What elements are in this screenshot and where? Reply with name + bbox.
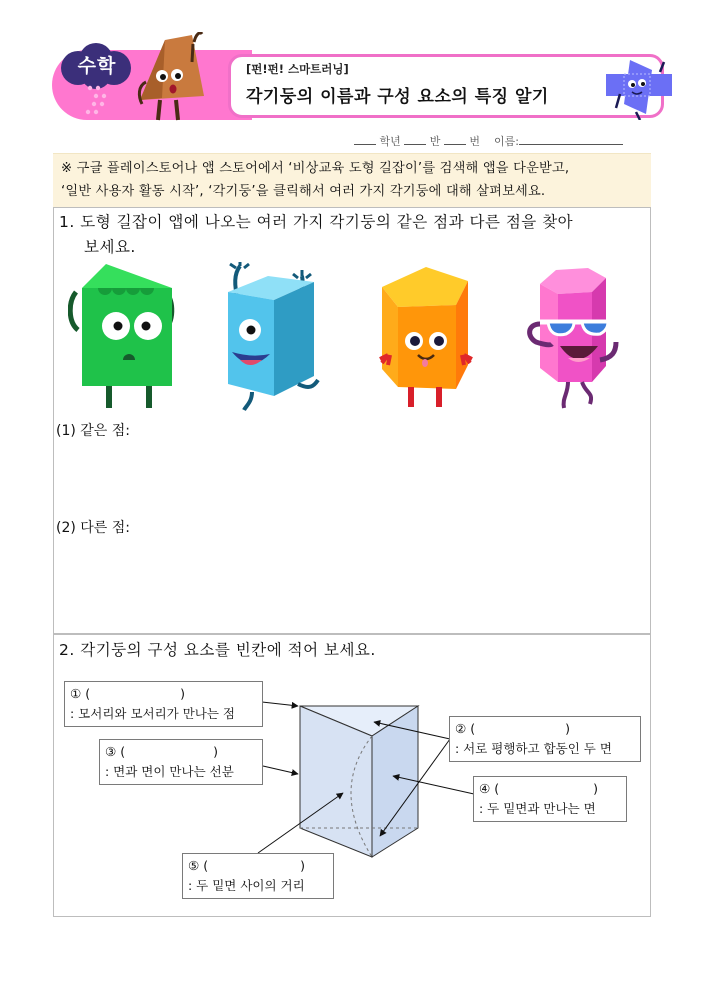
question-1-line-1: 1. 도형 길잡이 앱에 나오는 여러 가지 각기둥의 같은 점과 다른 점을 찾아 [59, 213, 574, 231]
class-blank[interactable] [404, 136, 426, 145]
question-1-frame [53, 207, 651, 634]
open-paren: ( [470, 721, 476, 736]
label-number: ④ [479, 781, 491, 796]
pentagonal-prism-character-icon [376, 265, 476, 409]
pyramid-mascot-icon [132, 32, 212, 124]
label-box-side-face [473, 776, 627, 822]
series-label: [펀!펀! 스마트러닝] [246, 62, 349, 76]
grade-blank[interactable] [354, 136, 376, 145]
grade-label: 학년 [379, 135, 401, 148]
label-description: : 두 밑면과 만나는 면 [479, 801, 596, 816]
same-point-prompt: (1) 같은 점: [56, 423, 131, 439]
question-1-title [59, 210, 644, 260]
label-description: : 두 밑면 사이의 거리 [188, 878, 305, 893]
number-blank[interactable] [444, 136, 466, 145]
name-blank[interactable] [519, 136, 623, 145]
open-paren: ( [120, 744, 126, 759]
student-info [354, 133, 623, 149]
label-box-height [182, 853, 334, 899]
close-paren: ) [180, 686, 185, 701]
subject-badge: 수학 [77, 55, 117, 77]
open-paren: ( [203, 858, 209, 873]
label-box-vertex [64, 681, 263, 727]
label-number: ② [455, 721, 467, 736]
triangular-prism-character-icon [68, 264, 176, 410]
close-paren: ) [565, 721, 570, 736]
different-point-prompt: (2) 다른 점: [56, 520, 131, 536]
name-label: 이름: [494, 135, 520, 148]
label-number: ⑤ [188, 858, 200, 873]
open-paren: ( [85, 686, 91, 701]
notice-box [53, 153, 651, 207]
label-description: : 서로 평행하고 합동인 두 면 [455, 741, 612, 756]
label-description: : 면과 면이 만나는 선분 [105, 764, 234, 779]
notice-line-1: ※ 구글 플레이스토어나 앱 스토어에서 ‘비상교육 도형 길잡이’를 검색해 앱을 다운받고, [61, 161, 570, 176]
label-box-edge [99, 739, 263, 785]
hexagonal-prism-character-icon [524, 264, 634, 410]
page-title: 각기둥의 이름과 구성 요소의 특징 알기 [246, 87, 549, 107]
question-1-line-2: 보세요. [84, 238, 136, 256]
label-description: : 모서리와 모서리가 만나는 점 [70, 706, 236, 721]
rectangular-prism-character-icon [218, 262, 328, 412]
notice-line-2: ‘일반 사용자 활동 시작’, ‘각기둥’을 클릭해서 여러 가지 각기둥에 대해 살펴보세요. [61, 184, 546, 199]
close-paren: ) [213, 744, 218, 759]
open-paren: ( [494, 781, 500, 796]
label-box-base [449, 716, 641, 762]
number-label: 번 [469, 135, 481, 148]
pink-dots-decoration [84, 84, 114, 116]
label-number: ③ [105, 744, 117, 759]
prism-net-mascot-icon [600, 58, 672, 120]
close-paren: ) [593, 781, 598, 796]
label-number: ① [70, 686, 82, 701]
question-2-title: 2. 각기둥의 구성 요소를 빈칸에 적어 보세요. [59, 641, 376, 659]
close-paren: ) [300, 858, 305, 873]
class-label: 반 [429, 135, 441, 148]
